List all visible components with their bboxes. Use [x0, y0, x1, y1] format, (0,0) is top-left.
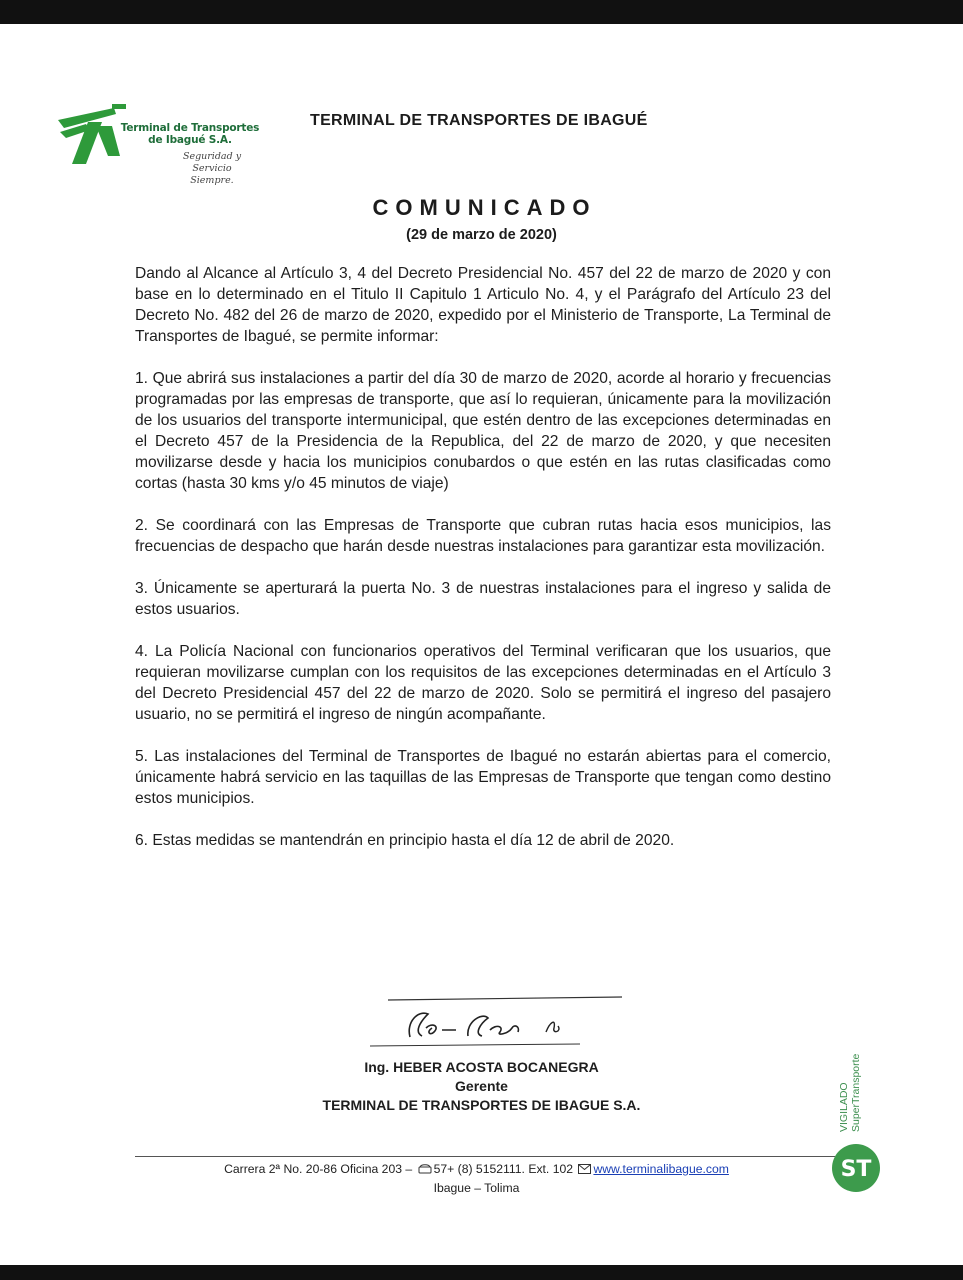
- handwritten-signature: [370, 992, 630, 1052]
- vigilado-label: [838, 1012, 878, 1132]
- logo-name-line1: Terminal de Transportes: [120, 122, 260, 134]
- header-title: TERMINAL DE TRANSPORTES DE IBAGUÉ: [310, 112, 648, 129]
- mail-icon: [578, 1164, 591, 1174]
- logo-name-line2: de Ibagué S.A.: [148, 134, 232, 146]
- footer-contact: [0, 1162, 963, 1176]
- footer-divider: [135, 1156, 835, 1157]
- footer-address: Carrera 2ª No. 20-86 Oficina 203 –: [224, 1162, 413, 1176]
- logo-company-name: [120, 122, 260, 146]
- intro-paragraph: Dando al Alcance al Artículo 3, 4 del Decreto Presidencial No. 457 del 22 de marzo de 2020 y con base en lo determinado en el Titulo II Capitulo 1 Articulo No. 4, y el Parágrafo del Artículo 23 del Decreto No. 482 del 26 de marzo de 2020, expedido por el Ministerio de Transporte, La Terminal de Transportes de Ibagué, se permite informar:: [135, 265, 831, 345]
- point-2: 2. Se coordinará con las Empresas de Transporte que cubran rutas hacia esos municipios, las frecuencias de despacho que harán desde nuestras instalaciones para garantizar esta movilización.: [135, 517, 831, 555]
- point-4: 4. La Policía Nacional con funcionarios operativos del Terminal verificaran que los usuarios, que requieran movilizarse cumplan con los requisitos de las excepciones determinadas en el Artículo 3 del Decreto Presidencial 457 del 22 de marzo de 2020. Solo se permitirá el ingreso del pasajero usuario, no se permitirá el ingreso de ningún acompañante.: [135, 643, 831, 723]
- bottom-border: [0, 1265, 963, 1280]
- signatory-name: Ing. HEBER ACOSTA BOCANEGRA: [364, 1059, 599, 1075]
- company-logo: [56, 98, 266, 190]
- point-5: 5. Las instalaciones del Terminal de Transportes de Ibagué no estarán abiertas para el comercio, únicamente habrá servicio en las taquillas de las Empresas de Transporte que tengan como destino estos municipios.: [135, 748, 831, 807]
- supertransporte-logo-icon: [828, 1140, 884, 1196]
- vigilado-line2: SuperTransporte: [850, 1053, 862, 1132]
- document-title: COMUNICADO: [372, 195, 597, 220]
- point-6: 6. Estas medidas se mantendrán en principio hasta el día 12 de abril de 2020.: [135, 832, 675, 849]
- footer-city: Ibague – Tolima: [433, 1181, 520, 1195]
- logo-icon: [56, 102, 126, 172]
- phone-icon: [418, 1164, 432, 1174]
- point-3: 3. Únicamente se aperturará la puerta No. 3 de nuestras instalaciones para el ingreso y salida de estos usuarios.: [135, 580, 831, 618]
- slogan-line1: Seguridad y Servicio: [182, 151, 242, 174]
- slogan-line2: Siempre.: [190, 175, 234, 186]
- top-border: [0, 0, 963, 24]
- signatory-company: TERMINAL DE TRANSPORTES DE IBAGUE S.A.: [322, 1097, 641, 1113]
- badge-logo-text: ST: [840, 1157, 872, 1182]
- footer-phone: 57+ (8) 5152111. Ext. 102: [433, 1162, 574, 1176]
- point-1: 1. Que abrirá sus instalaciones a partir del día 30 de marzo de 2020, acorde al horario y frecuencias programadas por las empresas de transporte, que así lo requieran, únicamente para la movilización de los usuarios del transporte intermunicipal, que estén dentro de las excepciones determinadas en el Decreto 457 de la Presidencia de la Republica, del 22 de marzo de 2020, y que necesiten movilizarse desde y hacia los municipios conubardos o que estén en las rutas clasificadas como cortas (hasta 30 kms y/o 45 minutos de viaje): [135, 370, 831, 492]
- document-body: [135, 263, 831, 872]
- document-date: (29 de marzo de 2020): [406, 227, 557, 243]
- signatory-role: Gerente: [455, 1078, 508, 1094]
- vigilado-line1: VIGILADO: [838, 1082, 850, 1132]
- footer-website-link[interactable]: www.terminalibague.com: [593, 1162, 729, 1176]
- logo-slogan: [166, 151, 258, 187]
